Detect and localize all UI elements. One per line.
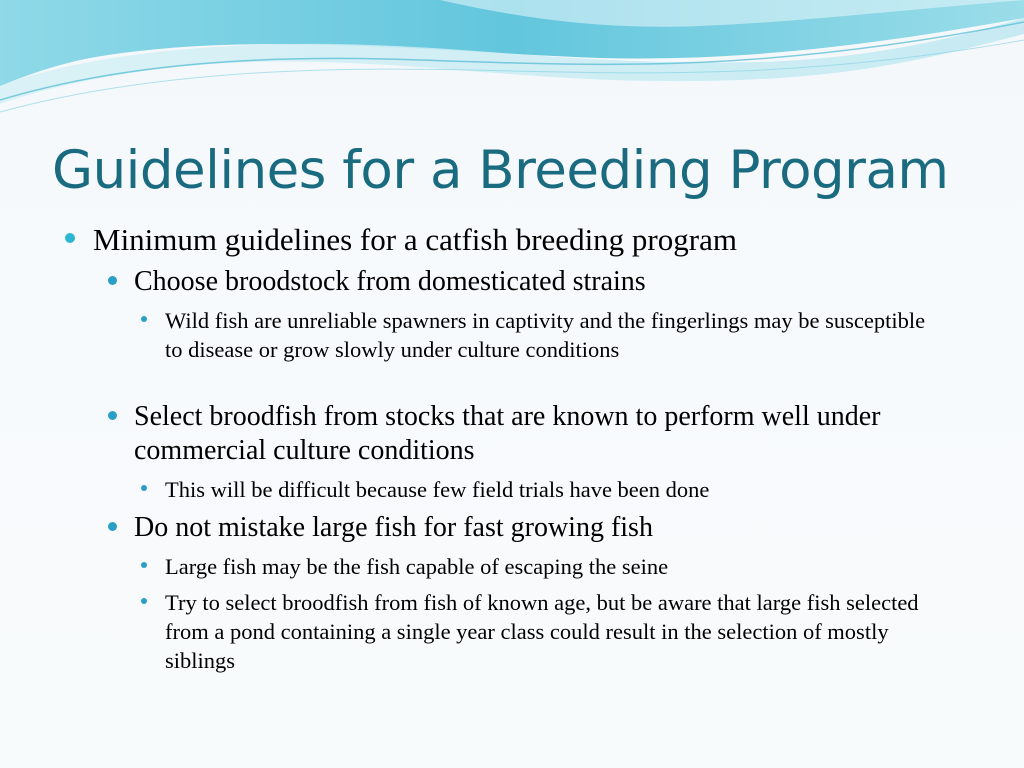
bullet-text: Choose broodstock from domesticated strains bbox=[134, 266, 646, 297]
bullet-text: Minimum guidelines for a catfish breeding program bbox=[93, 222, 737, 257]
bullet-dot-icon bbox=[65, 233, 75, 243]
bullet-text: Do not mistake large fish for fast growing fish bbox=[134, 512, 653, 543]
bullet-choose-broodstock bbox=[134, 265, 994, 299]
bullet-text: This will be difficult because few field trials have been done bbox=[165, 477, 710, 502]
bullet-text: Large fish may be the fish capable of escaping the seine bbox=[165, 554, 669, 579]
bullet-minimum-guidelines bbox=[93, 223, 993, 257]
bullet-escaping-seine bbox=[165, 552, 965, 581]
bullet-large-fish-mistake bbox=[134, 511, 994, 545]
bullet-dot-icon bbox=[108, 522, 117, 531]
bullet-text: Try to select broodfish from fish of known age, but be aware that large fish selected from a pond containing a single year class could result in the selection of mostly siblings bbox=[165, 590, 919, 673]
bullet-dot-icon bbox=[141, 562, 147, 568]
bullet-text: Wild fish are unreliable spawners in captivity and the fingerlings may be susceptible to disease or grow slowly under culture conditions bbox=[165, 308, 926, 362]
bullet-text: Select broodfish from stocks that are known to perform well under commercial culture conditions bbox=[134, 401, 881, 466]
bullet-select-broodfish bbox=[134, 400, 954, 468]
bullet-difficult bbox=[165, 475, 965, 504]
bullet-dot-icon bbox=[108, 276, 117, 285]
bullet-dot-icon bbox=[141, 485, 147, 491]
bullet-known-age bbox=[165, 588, 945, 675]
bullet-wild-fish bbox=[165, 306, 945, 364]
bullet-dot-icon bbox=[141, 598, 147, 604]
bullet-dot-icon bbox=[141, 316, 147, 322]
bullet-dot-icon bbox=[108, 411, 117, 420]
slide-title: Guidelines for a Breeding Program bbox=[52, 140, 949, 201]
